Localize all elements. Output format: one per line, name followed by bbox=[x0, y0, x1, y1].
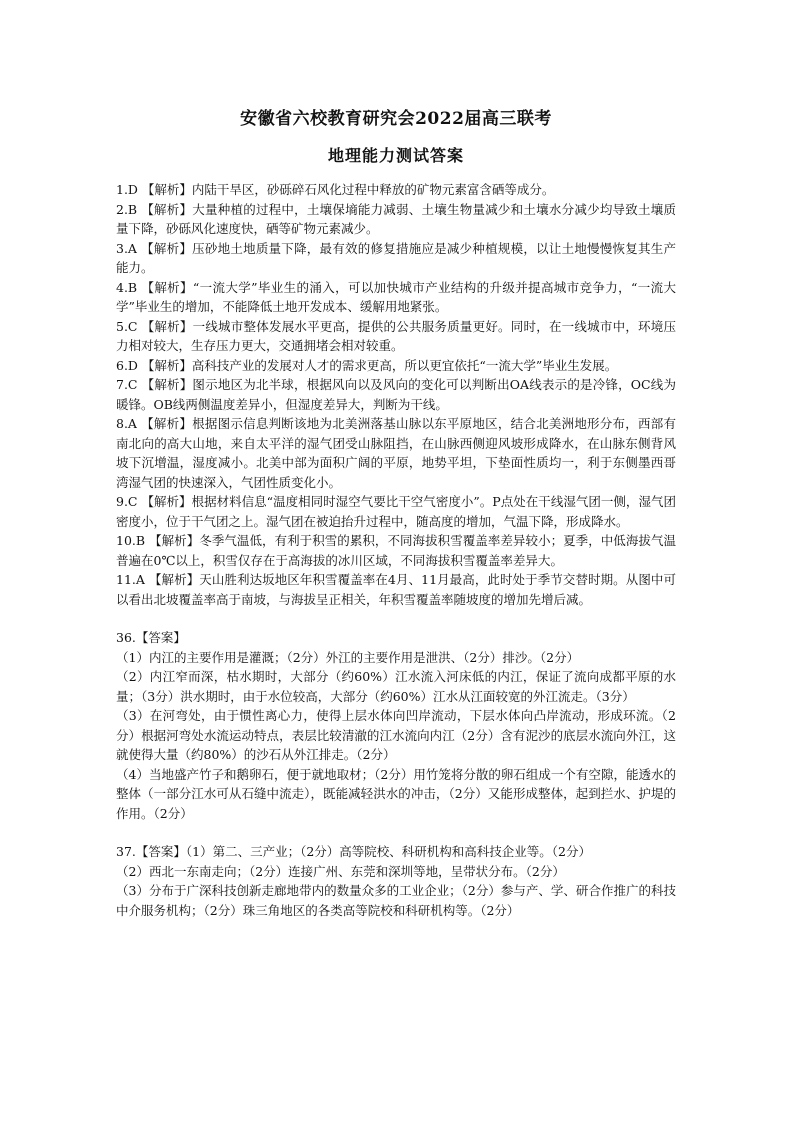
answer-2: 2.B 【解析】大量种植的过程中，土壤保墒能力减弱、土壤生物量减少和土壤水分减少均导致土壤质量下降，砂砾风化速度快，硒等矿物元素减少。 bbox=[116, 201, 676, 236]
answer-1: 1.D 【解析】内陆干旱区，砂砾碎石风化过程中释放的矿物元素富含硒等成分。 bbox=[116, 182, 555, 197]
q36-part-2: （2）内江窄而深，枯水期时，大部分（约60%）江水流入河床低的内江，保证了流向成都平原的水量；（3分）洪水期时，由于水位较高，大部分（约60%）江水从江面较宽的外江流走。（3分） bbox=[116, 669, 676, 704]
answer-8: 8.A 【解析】根据图示信息判断该地为北美洲落基山脉以东平原地区，结合北美洲地形分布，西部有南北向的高大山地，来自太平洋的湿气团受山脉阻挡，在山脉西侧迎风坡形成降水，在山脉东侧背风坡下沉增温，湿度减小。北美中部为面积广阔的平原，地势平坦，下垫面性质均一，利于东侧墨西哥湾湿气团的快速深入，气团性质变化小。 bbox=[116, 416, 676, 490]
answer-7: 7.C 【解析】图示地区为北半球，根据风向以及风向的变化可以判断出OA线表示的是冷锋，OC线为暖锋。OB线两侧温度差异小，但湿度差异大，判断为干线。 bbox=[116, 377, 676, 412]
question-36-section bbox=[116, 628, 676, 823]
document-title: 安徽省六校教育研究会2022届高三联考 bbox=[240, 109, 552, 129]
multiple-choice-section bbox=[116, 180, 676, 609]
q36-part-1: （1）内江的主要作用是灌溉；（2分）外江的主要作用是泄洪、（2分）排沙。（2分） bbox=[116, 649, 580, 665]
q37-part-1: 37.【答案】（1）第二、三产业；（2分）高等院校、科研机构和高科技企业等。（2分） bbox=[116, 844, 591, 859]
q37-part-3: （3）分布于广深科技创新走廊地带内的数量众多的工业企业；（2分）参与产、学、研合作推广的科技中介服务机构；（2分）珠三角地区的各类高等院校和科研机构等。（2分） bbox=[116, 883, 676, 918]
q36-part-4: （4）当地盛产竹子和鹅卵石，便于就地取材；（2分）用竹笼将分散的卵石组成一个有空隙，能透水的整体（一部分江水可从石缝中流走），既能减轻洪水的冲击，（2分）又能形成整体，起到拦水、护堤的作用。（2分） bbox=[116, 766, 676, 821]
section-gap bbox=[116, 609, 676, 628]
section-gap bbox=[116, 823, 676, 842]
q37-part-2: （2）西北一东南走向；（2分）连接广州、东莞和深圳等地，呈带状分布。（2分） bbox=[116, 863, 565, 879]
answer-11: 11.A 【解析】天山胜利达坂地区年积雪覆盖率在4月、11月最高，此时处于季节交替时期。从图中可以看出北坡覆盖率高于南坡，与海拔呈正相关，年积雪覆盖率随坡度的增加先增后减。 bbox=[116, 572, 676, 607]
answer-5: 5.C 【解析】一线城市整体发展水平更高，提供的公共服务质量更好。同时，在一线城市中，环境压力相对较大，生存压力更大，交通拥堵会相对较重。 bbox=[116, 318, 676, 353]
answer-3: 3.A 【解析】压砂地土地质量下降，最有效的修复措施应是减少种植规模，以让土地慢慢恢复其生产能力。 bbox=[116, 240, 676, 275]
q36-heading: 36.【答案】 bbox=[116, 630, 186, 645]
q36-part-3: （3）在河弯处，由于惯性离心力，使得上层水体向凹岸流动，下层水体向凸岸流动，形成环流。（2分）根据河弯处水流运动特点，表层比较清澈的江水流向内江（2分）含有泥沙的底层水流向外江，这就使得大量（约80%）的沙石从外江排走。（2分） bbox=[116, 708, 676, 762]
answer-10: 10.B 【解析】冬季气温低，有利于积雪的累积，不同海拔积雪覆盖率差异较小；夏季，中低海拔气温普遍在0℃以上，积雪仅存在于高海拔的冰川区域，不同海拔积雪覆盖率差异大。 bbox=[116, 533, 676, 568]
question-37-section bbox=[116, 842, 676, 920]
answer-sheet bbox=[116, 102, 676, 920]
answer-9: 9.C 【解析】根据材料信息“温度相同时湿空气要比干空气密度小”。P点处在干线湿气团一侧，湿气团密度小，位于干气团之上。湿气团在被迫抬升过程中，随高度的增加，气温下降，形成降水。 bbox=[116, 494, 676, 529]
answer-4: 4.B 【解析】“一流大学”毕业生的涌入，可以加快城市产业结构的升级并提高城市竞争力，“一流大学”毕业生的增加，不能降低土地开发成本、缓解用地紧张。 bbox=[116, 279, 676, 314]
document-subtitle: 地理能力测试答案 bbox=[327, 146, 464, 165]
answer-6: 6.D 【解析】高科技产业的发展对人才的需求更高，所以更宜依托“一流大学”毕业生发展。 bbox=[116, 357, 618, 373]
